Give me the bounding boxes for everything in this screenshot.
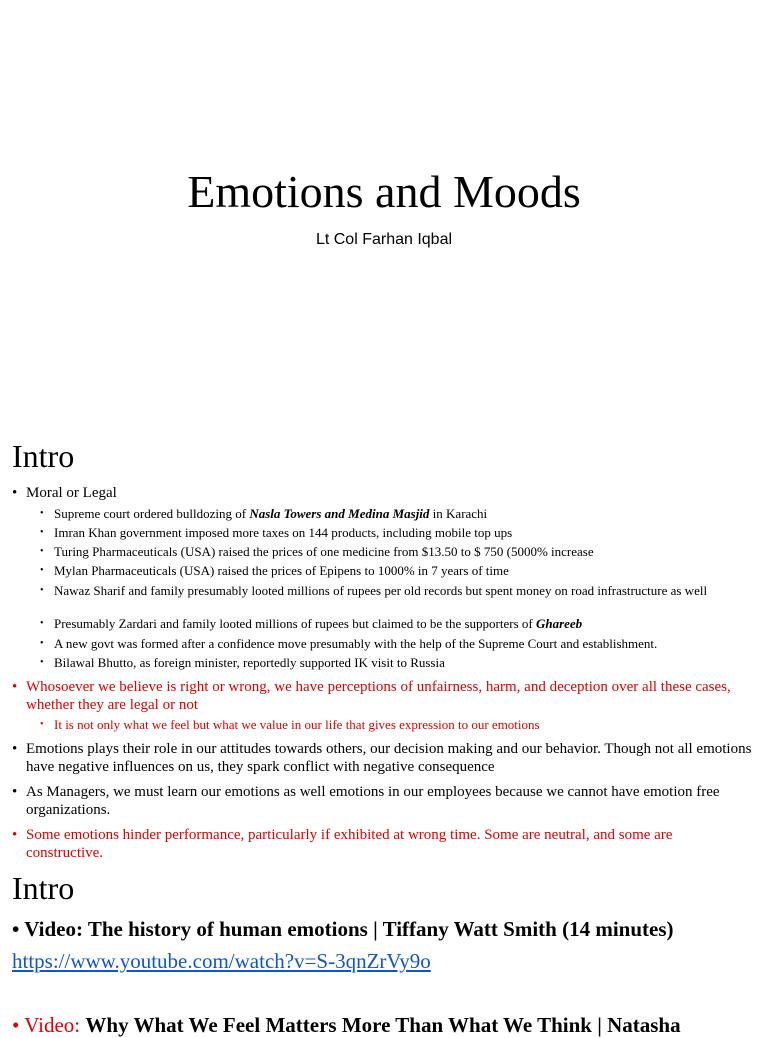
sub-bullet: • Nawaz Sharif and family presumably looted millions of rupees per old records but spent money on road infrastructure as well [40, 583, 708, 598]
bullet-dot-icon: • [12, 679, 18, 695]
bullet-dot-icon: • [40, 546, 44, 557]
bullet-dot-icon: • [12, 784, 18, 800]
intro-heading: Intro [12, 870, 75, 906]
title-slide [0, 0, 768, 432]
sub-bullet: • A new govt was formed after a confidence move presumably with the help of the Supreme Court and establishment. [40, 636, 658, 651]
sub-bullet: • Supreme court ordered bulldozing of Nasla Towers and Medina Masjid in Karachi [40, 506, 488, 521]
bullet-perceptions: • Whosoever we believe is right or wrong, we have perceptions of unfairness, harm, and deception over all these cases, whether they are legal or not [12, 679, 731, 713]
intro-video-slide [0, 868, 768, 1037]
bullet-dot-icon: • [40, 527, 44, 538]
sub-bullet: • Bilawal Bhutto, as foreign minister, reportedly supported IK visit to Russia [40, 655, 445, 670]
bullet-moral-or-legal: • Moral or Legal [12, 485, 117, 501]
video-title: • Video: The history of human emotions | Tiffany Watt Smith (14 minutes) [12, 917, 674, 941]
bullet-dot-icon: • [40, 565, 44, 576]
sub-bullet: • Presumably Zardari and family looted millions of rupees but claimed to be the supporters of Ghareeb [40, 616, 583, 631]
sub-bullet: • Turing Pharmaceuticals (USA) raised the prices of one medicine from $13.50 to $ 750 (5000% increase [40, 544, 594, 559]
sub-bullet-values: • It is not only what we feel but what we value in our life that gives expression to our emotions [40, 717, 540, 732]
youtube-link[interactable]: https://www.youtube.com/watch?v=S-3qnZrVy9o [12, 949, 431, 973]
bullet-hinder-performance: • Some emotions hinder performance, particularly if exhibited at wrong time. Some are neutral, and some are constructive. [12, 827, 673, 861]
slide-subtitle: Lt Col Farhan Iqbal [315, 231, 453, 248]
intro-heading: Intro [12, 438, 75, 474]
bullet-dot-icon: • [40, 638, 44, 649]
bullet-dot-icon: • [12, 827, 18, 843]
bullet-managers: • As Managers, we must learn our emotions as well emotions in our employees because we cannot have emotion free organizations. [12, 784, 720, 818]
bullet-dot-icon: • [12, 485, 18, 501]
bullet-dot-icon: • [40, 618, 44, 629]
bullet-emotions-role: • Emotions plays their role in our attitudes towards others, our decision making and our behavior. Though not all emotions have negative influences on us, they spark conflict with negative consequence [12, 741, 752, 775]
sub-bullet: • Imran Khan government imposed more taxes on 144 products, including mobile top ups [40, 525, 513, 540]
slide-title: Emotions and Moods [187, 166, 581, 217]
sub-bullet: • Mylan Pharmaceuticals (USA) raised the prices of Epipens to 1000% in 7 years of time [40, 563, 509, 578]
bullet-dot-icon: • [40, 508, 44, 519]
bullet-dot-icon: • [40, 657, 44, 668]
bullet-dot-icon: • [12, 741, 18, 757]
bullet-dot-icon: • [40, 585, 44, 596]
video-title-2: • Video: Why What We Feel Matters More Than What We Think | Natasha [12, 1013, 681, 1037]
bullet-dot-icon: • [40, 719, 44, 730]
intro-slide [0, 432, 768, 868]
